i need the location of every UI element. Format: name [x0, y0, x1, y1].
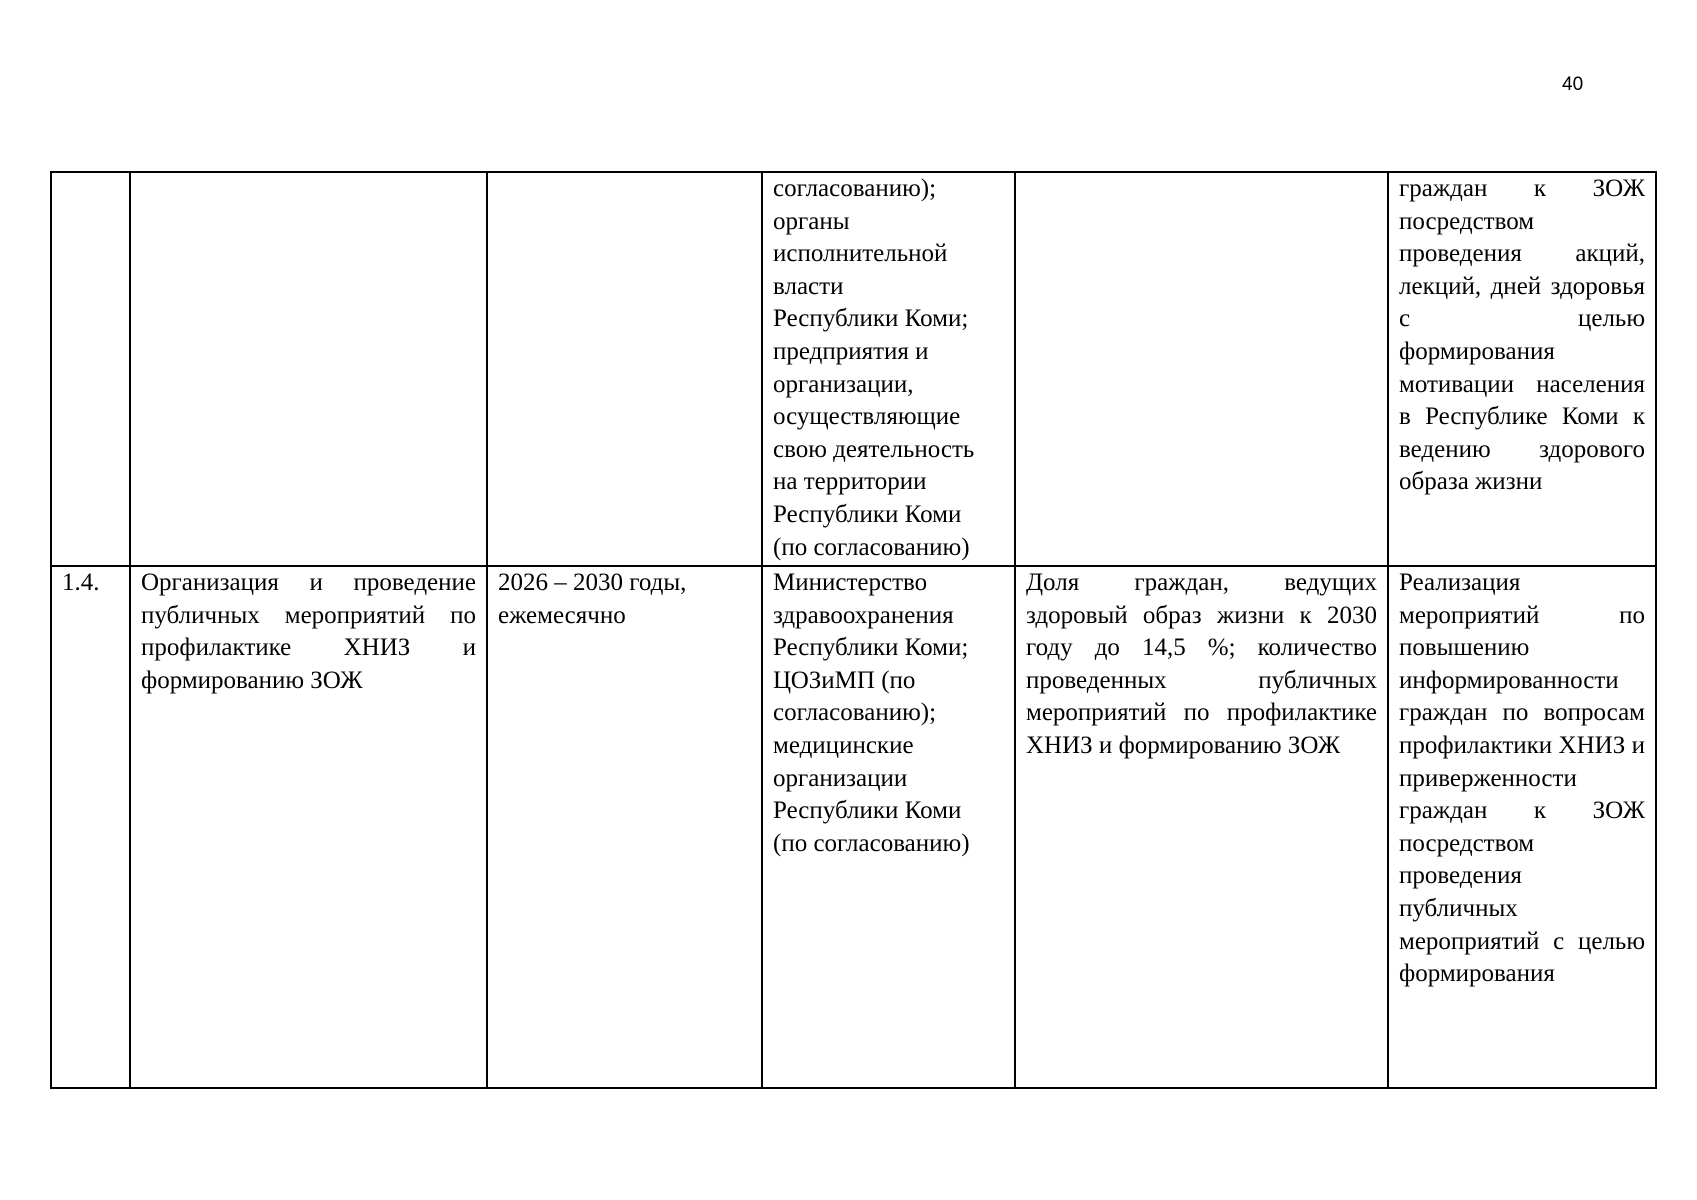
- page-number: 40: [1562, 74, 1584, 95]
- table-row: [51, 566, 1656, 1088]
- cell-indicator-text: Доля граждан, ведущих здоровый образ жизни к 2030 году до 14,5 %; количество проведенных публичных мероприятий по профилактике ХНИЗ и формированию ЗОЖ: [1026, 569, 1377, 759]
- cell-event-text: Организация и проведение публичных мероприятий по профилактике ХНИЗ и формированию ЗОЖ: [141, 569, 476, 694]
- cell-term-text: 2026 – 2030 годы, ежемесячно: [498, 569, 687, 629]
- cell-result: [1388, 566, 1656, 1088]
- cell-event: [130, 172, 487, 566]
- activity-plan-table: [50, 171, 1657, 1089]
- cell-indicator: [1015, 172, 1388, 566]
- cell-term: [487, 172, 762, 566]
- cell-number: [51, 172, 130, 566]
- cell-indicator: [1015, 566, 1388, 1088]
- cell-result-text: Реализация мероприятий по повышению информированности граждан по вопросам профилактики ХНИЗ и приверженности граждан к ЗОЖ посредством проведения публичных мероприятий с целью формирования: [1399, 569, 1645, 988]
- cell-term: [487, 566, 762, 1088]
- cell-executors: [762, 566, 1015, 1088]
- cell-executors-text: согласованию); органы исполнительной власти Республики Коми; предприятия и организации, осуществляющие свою деятельность на территории Республики Коми (по согласованию): [773, 175, 975, 561]
- cell-number-text: 1.4.: [62, 569, 100, 596]
- cell-result: [1388, 172, 1656, 566]
- cell-event: [130, 566, 487, 1088]
- cell-executors-text: Министерство здравоохранения Республики Коми; ЦОЗиМП (по согласованию); медицинские организации Республики Коми (по согласованию): [773, 569, 970, 857]
- table-row: [51, 172, 1656, 566]
- cell-number: [51, 566, 130, 1088]
- cell-executors: [762, 172, 1015, 566]
- cell-result-text: граждан к ЗОЖ посредством проведения акций, лекций, дней здоровья с целью формирования мотивации населения в Республике Коми к ведению здорового образа жизни: [1399, 175, 1645, 496]
